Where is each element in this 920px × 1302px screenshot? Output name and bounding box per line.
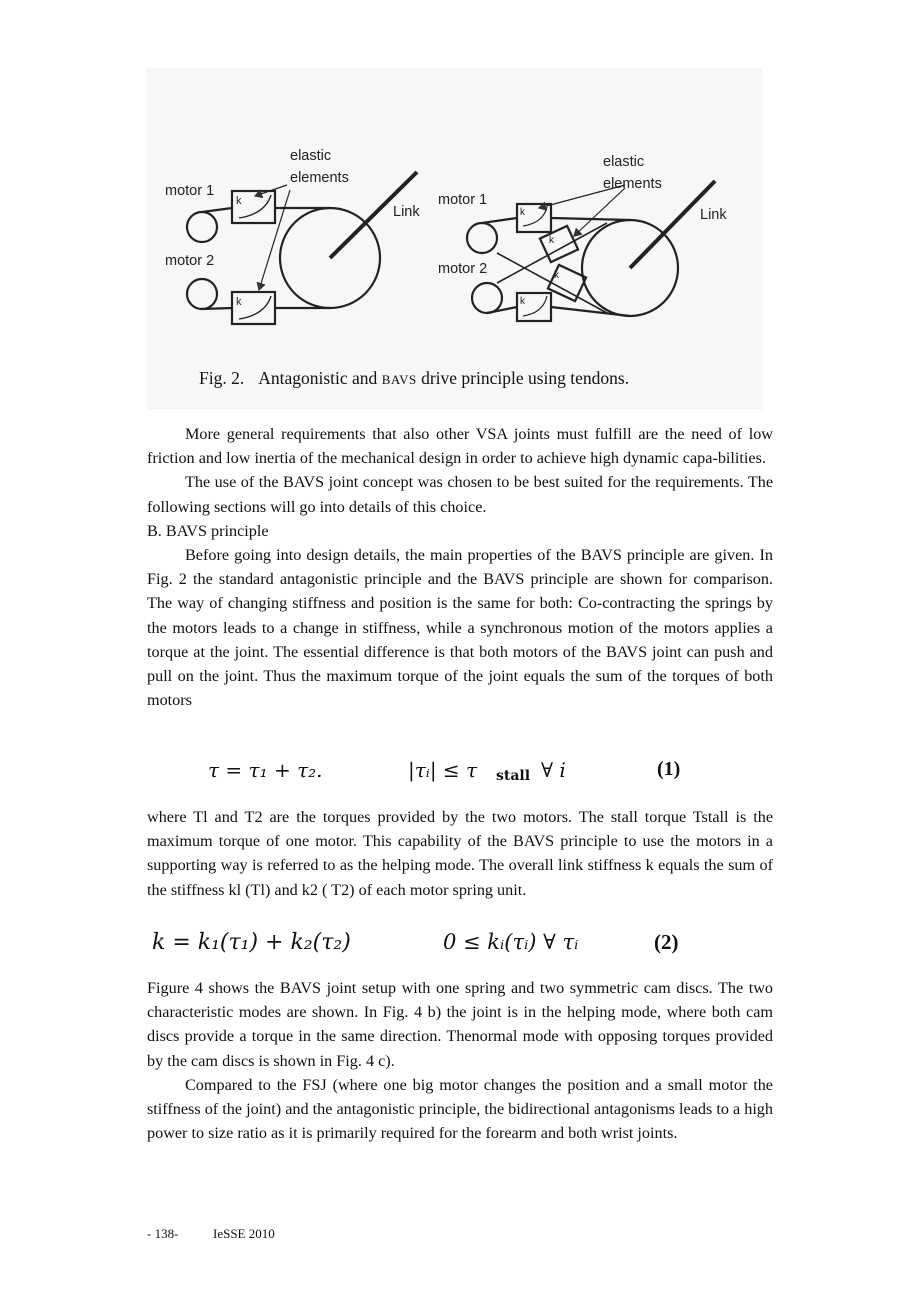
- equation-2-rhs: 0 ≤ kᵢ(τᵢ) ∀ τᵢ: [443, 930, 579, 954]
- figure-caption-label: Fig. 2.: [199, 368, 245, 388]
- figure-caption: [199, 368, 629, 389]
- right-elastic-label-1: elastic: [603, 154, 645, 170]
- figure-caption-post: drive principle using tendons.: [416, 368, 630, 388]
- paragraph-6: Compared to the FSJ (where one big motor changes the position and a small motor the stiffness of the joint) and the antagonistic principle, the bidirectional antagonisms leads to a high power to size ratio as it is primarily required for the forearm and both wrist joints.: [147, 1075, 773, 1143]
- figure-2: [147, 68, 763, 410]
- left-motor1-label: motor 1: [165, 183, 215, 199]
- right-k-2: k: [549, 235, 554, 246]
- left-elastic-label-1: elastic: [290, 148, 332, 164]
- left-motor2-label: motor 2: [165, 253, 215, 269]
- motor1-pulley-right: [467, 223, 497, 253]
- motor2-pulley: [187, 279, 217, 309]
- section-heading: B. BAVS principle: [147, 521, 269, 540]
- equation-1-lhs: τ = τ₁ + τ₂.: [208, 758, 323, 782]
- equation-1: [205, 755, 705, 791]
- body-text-1: [147, 422, 773, 712]
- right-k-3: k: [554, 270, 559, 281]
- body-text-3: [147, 976, 773, 1145]
- right-link-label: Link: [700, 207, 727, 223]
- link-bar-right: [630, 181, 715, 268]
- right-k-4: k: [520, 296, 525, 307]
- left-link-label: Link: [393, 204, 420, 220]
- paragraph-3: Before going into design details, the main properties of the BAVS principle are given. In Fig. 2 the standard antagonistic principle and the BAVS principle are shown for comparison. The way of changing stiffness and position is the same for both: Co-contracting the springs by the motors leads to a change in stiffness, while a synchronous motion of the motors applies a torque at the joint. The essential difference is that both motors of the BAVS joint can push and pull on the joint. Thus the maximum torque of the joint equals the sum of the torques of both motors: [147, 546, 773, 710]
- right-k-1: k: [520, 207, 525, 218]
- right-motor2-label: motor 2: [438, 261, 488, 277]
- equation-1-subscript: stall: [496, 768, 531, 784]
- right-elastic-label-2: elements: [603, 176, 662, 192]
- paragraph-5: Figure 4 shows the BAVS joint setup with one spring and two symmetric cam discs. The two characteristic modes are shown. In Fig. 4 b) the joint is in the helping mode, where both cam discs provide a torque in the same direction. Thenormal mode with opposing torques provided by the cam discs is shown in Fig. 4 c).: [147, 979, 773, 1070]
- paragraph-4: where Tl and T2 are the torques provided by the two motors. The stall torque Tstall is the maximum torque of one motor. This capability of the BAVS principle to use the motors in a supporting way is referred to as the helping mode. The overall link stiffness k equals the sum of the stiffness kl (Tl) and k2 ( T2) of each motor spring unit.: [147, 808, 773, 899]
- equation-1-rhs: |τᵢ| ≤ τ: [408, 758, 478, 782]
- venue-label: IeSSE 2010: [213, 1226, 275, 1241]
- left-panel-diagram: [187, 172, 417, 324]
- figure-2-diagram: [147, 68, 763, 410]
- figure-caption-smallcaps: BAVS: [381, 372, 417, 387]
- figure-caption-pre: Antagonistic and: [258, 368, 382, 388]
- right-panel-diagram: [467, 181, 715, 321]
- paragraph-1: More general requirements that also other VSA joints must fulfill are the need of low friction and low inertia of the mechanical design in order to achieve high dynamic capa-bilities.: [147, 425, 773, 468]
- equation-2-lhs: k = k₁(τ₁) + k₂(τ₂): [152, 930, 351, 955]
- page-footer: [147, 1226, 275, 1242]
- motor1-pulley: [187, 212, 217, 242]
- left-elastic-label-2: elements: [290, 170, 349, 186]
- equation-1-quantifier: ∀ i: [541, 758, 566, 782]
- paragraph-2: The use of the BAVS joint concept was chosen to be best suited for the requirements. The following sections will go into details of this choice.: [147, 473, 773, 516]
- left-k-bottom: k: [236, 296, 242, 308]
- equation-1-number: (1): [657, 758, 681, 780]
- body-text-2: [147, 805, 773, 902]
- equation-2-number: (2): [654, 930, 679, 954]
- page-number: - 138-: [147, 1226, 179, 1241]
- right-motor1-label: motor 1: [438, 192, 488, 208]
- left-k-top: k: [236, 195, 242, 207]
- motor2-pulley-right: [472, 283, 502, 313]
- equation-2: [147, 928, 707, 966]
